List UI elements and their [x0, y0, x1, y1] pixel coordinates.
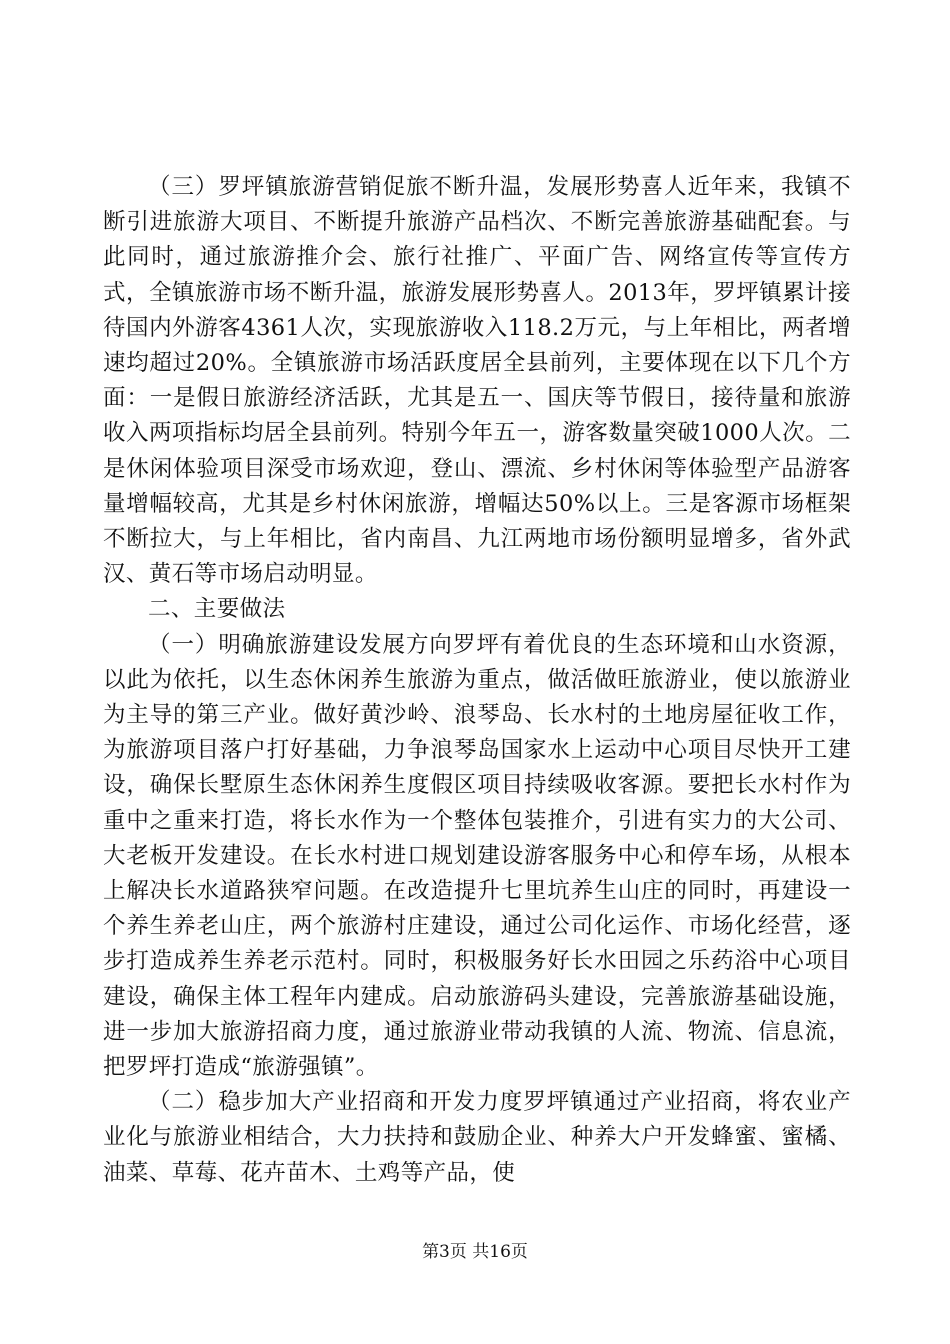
page-footer	[0, 1241, 950, 1263]
paragraph-tourism-direction: （一）明确旅游建设发展方向罗坪有着优良的生态环境和山水资源，以此为依托，以生态休闲养生旅游为重点，做活做旺旅游业，使以旅游业为主导的第三产业。做好黄沙岭、浪琴岛、长水村的土地房屋征收工作，为旅游项目落户打好基础，力争浪琴岛国家水上运动中心项目尽快开工建设，确保长墅原生态休闲养生度假区项目持续吸收客源。要把长水村作为重中之重来打造，将长水作为一个整体包装推介，引进有实力的大公司、大老板开发建设。在长水村进口规划建设游客服务中心和停车场，从根本上解决长水道路狭窄问题。在改造提升七里坑养生山庄的同时，再建设一个养生养老山庄，两个旅游村庄建设，通过公司化运作、市场化经营，逐步打造成养生养老示范村。同时，积极服务好长水田园之乐药浴中心项目建设，确保主体工程年内建成。启动旅游码头建设，完善旅游基础设施，进一步加大旅游招商力度，通过旅游业带动我镇的人流、物流、信息流，把罗坪打造成“旅游强镇”。	[103, 631, 851, 1081]
document-body	[103, 170, 851, 1191]
section-heading-main-practices: 二、主要做法	[148, 596, 286, 623]
page-number-label: 第3页 共16页	[422, 1242, 528, 1262]
paragraph-industry-investment: （二）稳步加大产业招商和开发力度罗坪镇通过产业招商，将农业产业化与旅游业相结合，大力扶持和鼓励企业、种养大户开发蜂蜜、蜜橘、油菜、草莓、花卉苗木、土鸡等产品，使	[103, 1089, 851, 1186]
paragraph-tourism-marketing: （三）罗坪镇旅游营销促旅不断升温，发展形势喜人近年来，我镇不断引进旅游大项目、不断提升旅游产品档次、不断完善旅游基础配套。与此同时，通过旅游推介会、旅行社推广、平面广告、网络宣传等宣传方式，全镇旅游市场不断升温，旅游发展形势喜人。2013年，罗坪镇累计接待国内外游客4361人次，实现旅游收入118.2万元，与上年相比，两者增速均超过20%。全镇旅游市场活跃度居全县前列，主要体现在以下几个方面：一是假日旅游经济活跃，尤其是五一、国庆等节假日，接待量和旅游收入两项指标均居全县前列。特别今年五一，游客数量突破1000人次。二是休闲体验项目深受市场欢迎，登山、漂流、乡村休闲等体验型产品游客量增幅较高，尤其是乡村休闲旅游，增幅达50%以上。三是客源市场框架不断拉大，与上年相比，省内南昌、九江两地市场份额明显增多，省外武汉、黄石等市场启动明显。	[103, 174, 851, 588]
